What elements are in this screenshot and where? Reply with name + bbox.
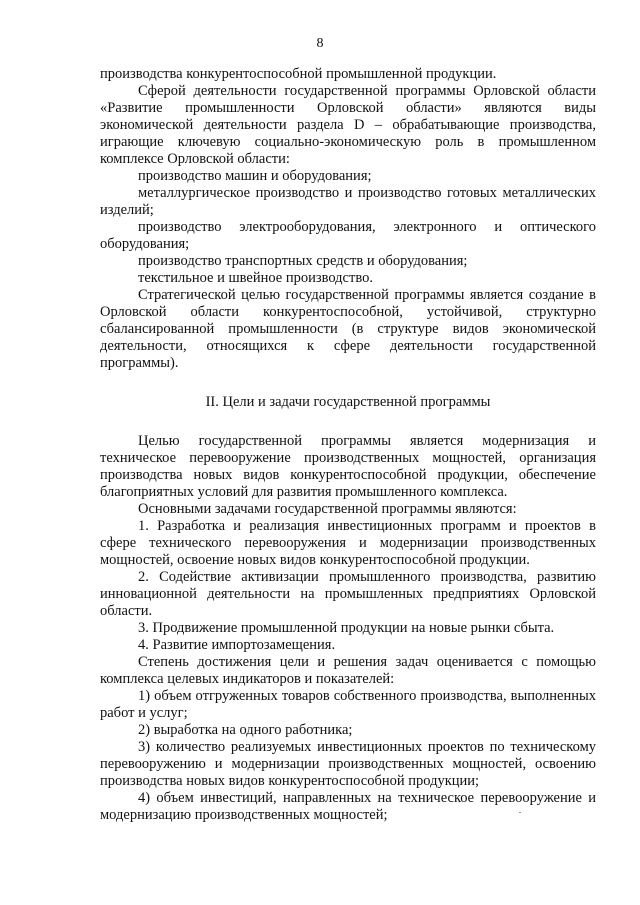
list-item: 1) объем отгруженных товаров собственного производства, выполненных работ и услуг;: [100, 688, 596, 721]
list-item: 4. Развитие импортозамещения.: [138, 637, 336, 653]
list-item: производство машин и оборудования;: [138, 168, 372, 184]
paragraph: Целью государственной программы является модернизация и техническое перевооружение производственных мощностей, организация производства новых видов конкурентоспособной продукции, обеспечение благоприятных условий для развития промышленного комплекса.: [100, 433, 596, 500]
list-item: 3) количество реализуемых инвестиционных проектов по техническому перевооружению и модернизации производственных мощностей, освоению производства новых видов конкурентоспособной продукции;: [100, 739, 596, 789]
list-item: производство транспортных средств и оборудования;: [138, 253, 468, 269]
paragraph: Стратегической целью государственной программы является создание в Орловской области конкурентоспособной, устойчивой, структурно сбалансированной промышленности (в структуре видов экономической деятельности, относящихся к сфере деятельности государственной программы).: [100, 287, 596, 371]
list-item: текстильное и швейное производство.: [138, 270, 373, 286]
page-number: 8: [316, 36, 324, 51]
section-heading: II. Цели и задачи государственной программы: [205, 394, 491, 410]
paragraph: Сферой деятельности государственной программы Орловской области «Развитие промышленности Орловской области» являются виды экономической деятельности раздела D – обрабатывающие производства, играющие ключевую социально-экономическую роль в промышленном комплексе Орловской области:: [100, 83, 596, 167]
scan-artifact: [519, 812, 521, 813]
list-item: металлургическое производство и производство готовых металлических изделий;: [100, 185, 596, 218]
paragraph: производства конкурентоспособной промышленной продукции.: [100, 66, 497, 82]
list-item: производство электрооборудования, электронного и оптического оборудования;: [100, 219, 596, 252]
list-item: 1. Разработка и реализация инвестиционных программ и проектов в сфере технического перевооружения и модернизации производственных мощностей, освоение новых видов конкурентоспособной продукции.: [100, 518, 596, 568]
section-intro: [100, 66, 596, 372]
list-item: 4) объем инвестиций, направленных на техническое перевооружение и модернизацию производственных мощностей;: [100, 790, 596, 823]
list-item: 3. Продвижение промышленной продукции на новые рынки сбыта.: [138, 620, 555, 636]
document-body: [100, 66, 596, 824]
section-goals: [100, 433, 596, 824]
paragraph: Степень достижения цели и решения задач оценивается с помощью комплекса целевых индикаторов и показателей:: [100, 654, 596, 687]
paragraph: Основными задачами государственной программы являются:: [138, 501, 517, 517]
list-item: 2. Содействие активизации промышленного производства, развитию инновационной деятельности на промышленных предприятиях Орловской области.: [100, 569, 596, 619]
list-item: 2) выработка на одного работника;: [138, 722, 353, 738]
